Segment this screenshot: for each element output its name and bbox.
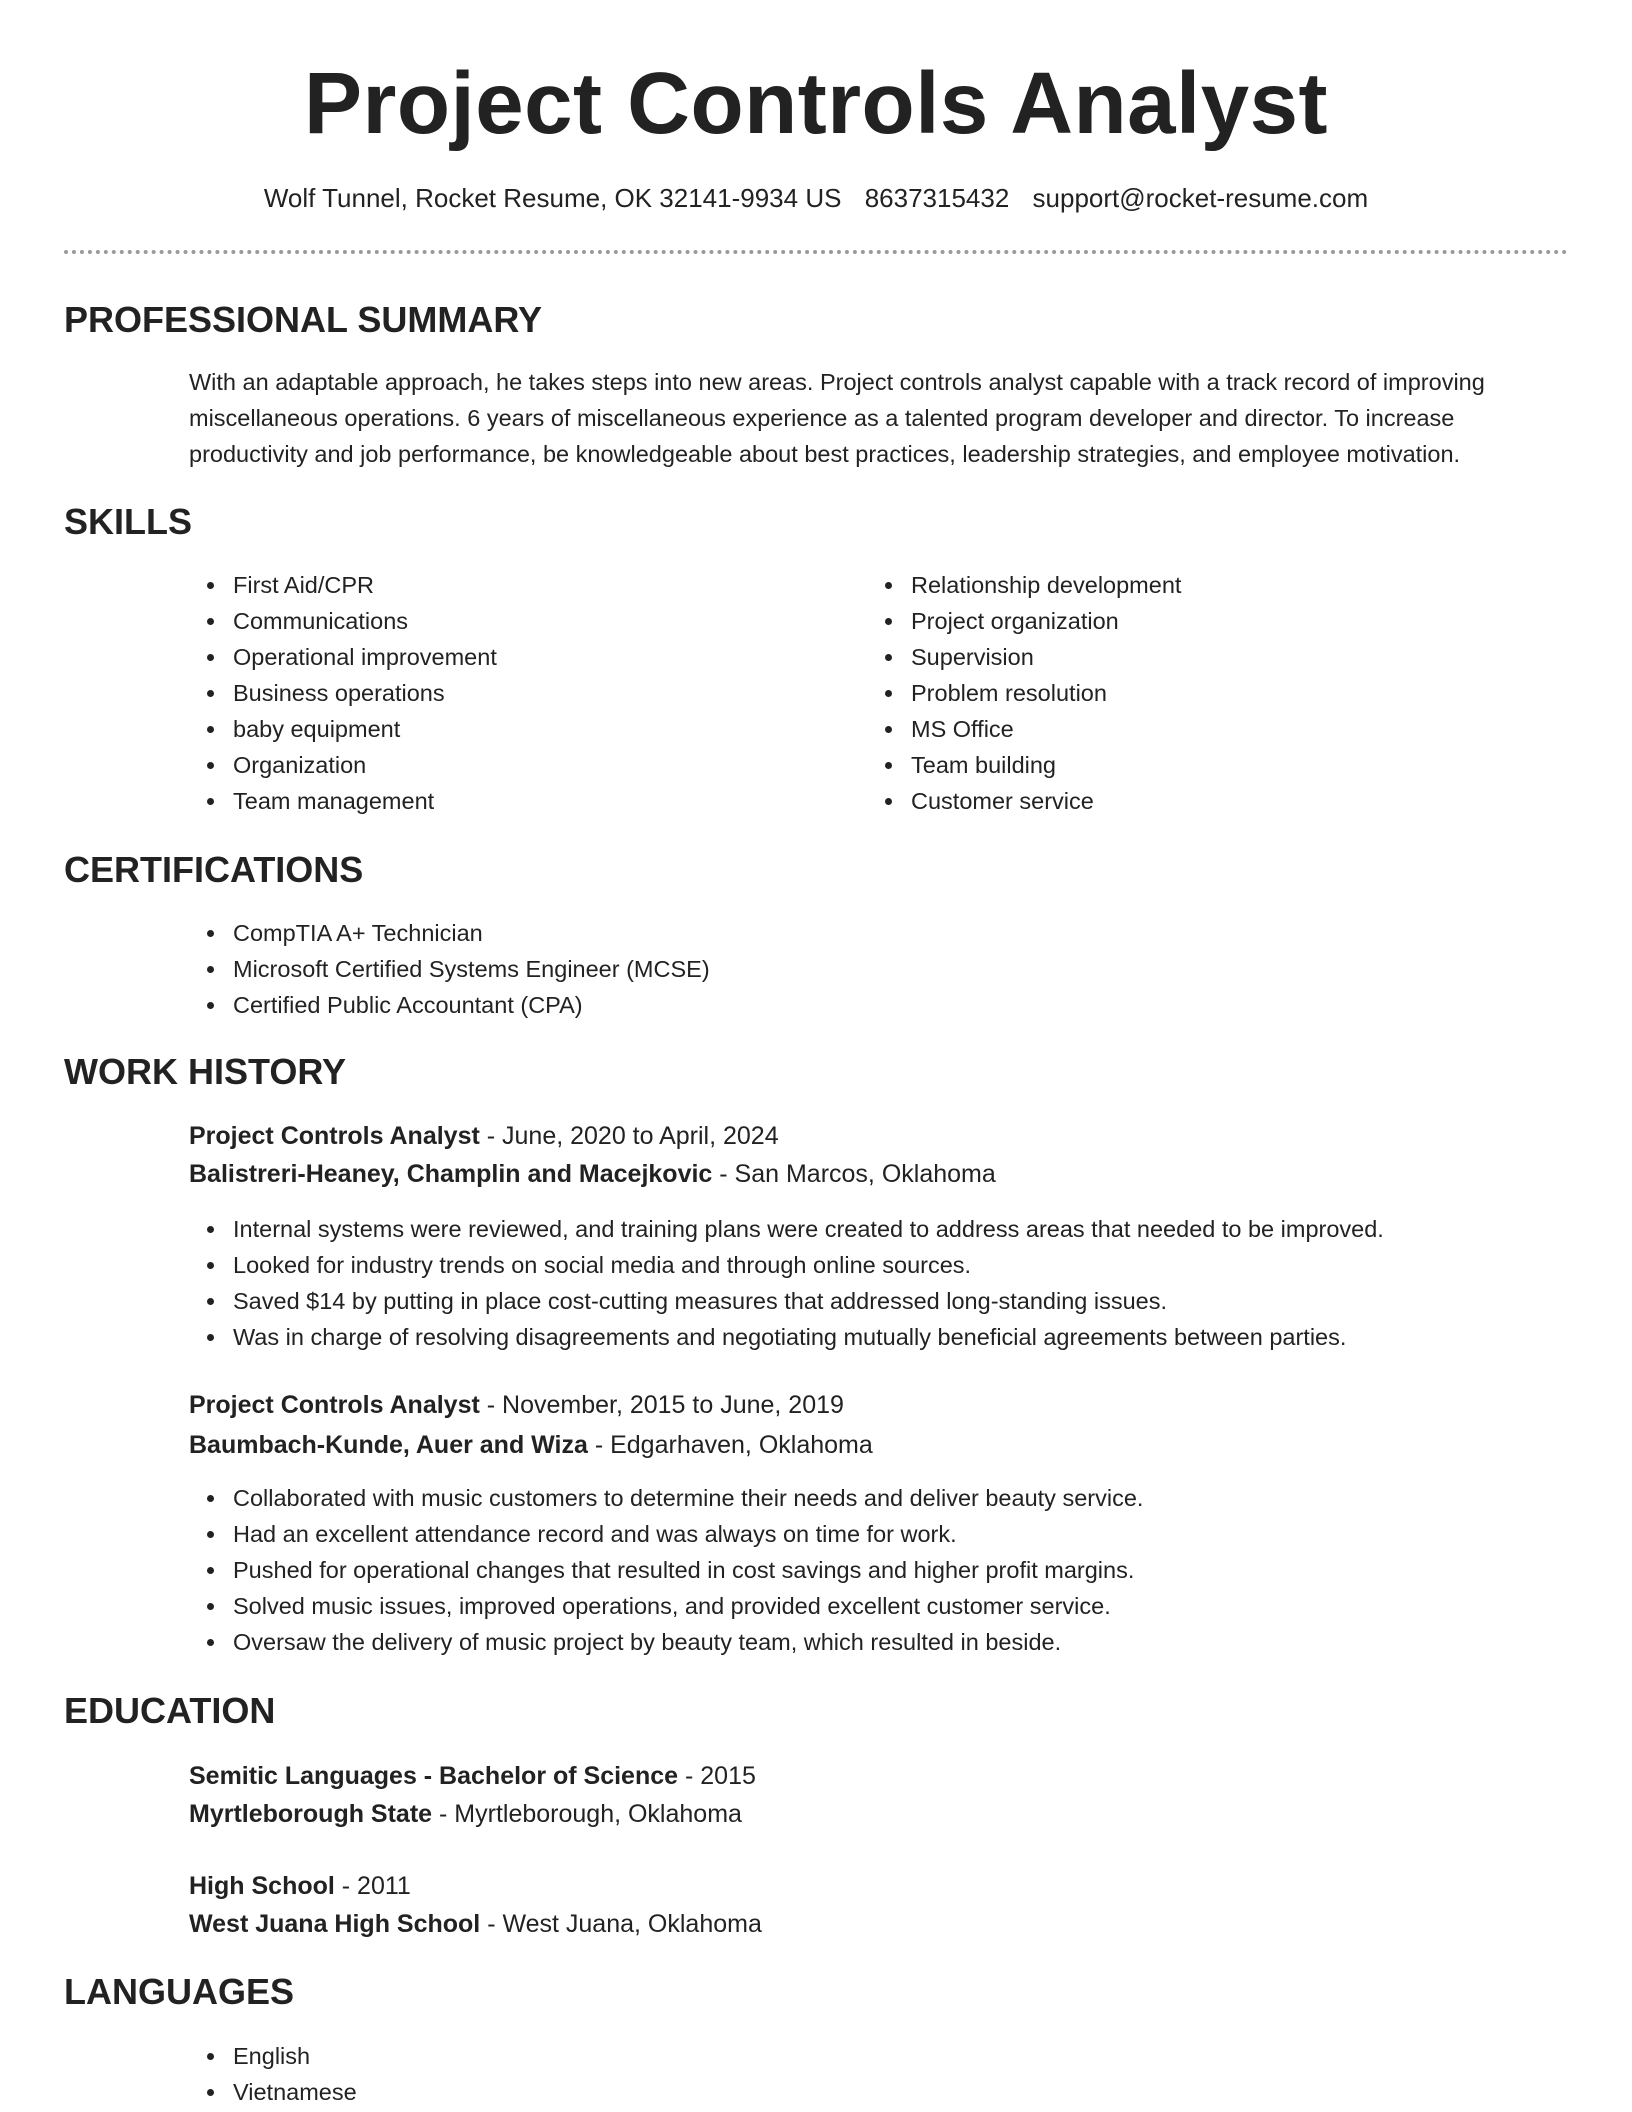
certification-item: Microsoft Certified Systems Engineer (MCSE) [189, 951, 710, 987]
job-company: Balistreri-Heaney, Champlin and Macejkovic [189, 1160, 713, 1188]
skill-item: Communications [189, 603, 497, 639]
skill-item: Customer service [867, 783, 1181, 819]
skills-list-right [867, 567, 1181, 819]
certification-item: CompTIA A+ Technician [189, 915, 710, 951]
job-location: - Edgarhaven, Oklahoma [587, 1431, 873, 1459]
skills-list-left [189, 567, 497, 819]
job-title: Project Controls Analyst [189, 1122, 480, 1150]
job-title-line [189, 1118, 779, 1154]
job-bullet: Pushed for operational changes that resulted in cost savings and higher profit margins. [189, 1552, 1143, 1588]
skill-item: Relationship development [867, 567, 1181, 603]
education-degree-line [189, 1758, 756, 1794]
job-bullets [189, 1211, 1384, 1355]
job-company-line [189, 1156, 996, 1192]
education-year: - 2011 [334, 1872, 411, 1900]
job-bullet: Looked for industry trends on social media and through online sources. [189, 1247, 1384, 1283]
skill-item: MS Office [867, 711, 1181, 747]
education-degree: High School [189, 1872, 335, 1900]
education-school: Myrtleborough State [189, 1800, 433, 1828]
languages-heading: LANGUAGES [64, 1971, 295, 2012]
job-company: Baumbach-Kunde, Auer and Wiza [189, 1431, 588, 1459]
job-company-line [189, 1427, 873, 1463]
contact-phone: 8637315432 [864, 183, 1010, 213]
education-location: - West Juana, Oklahoma [480, 1910, 762, 1938]
job-location: - San Marcos, Oklahoma [712, 1160, 996, 1188]
skill-item: Supervision [867, 639, 1181, 675]
job-bullet: Oversaw the delivery of music project by beauty team, which resulted in beside. [189, 1624, 1143, 1660]
education-school: West Juana High School [189, 1910, 481, 1938]
skill-item: First Aid/CPR [189, 567, 497, 603]
education-location: - Myrtleborough, Oklahoma [432, 1800, 742, 1828]
resume-title: Project Controls Analyst [304, 55, 1328, 152]
job-dates: - June, 2020 to April, 2024 [479, 1122, 779, 1150]
summary-heading: PROFESSIONAL SUMMARY [64, 299, 543, 340]
skill-item: Operational improvement [189, 639, 497, 675]
language-item: Vietnamese [189, 2074, 357, 2110]
skills-heading: SKILLS [64, 501, 193, 542]
work-history-heading: WORK HISTORY [64, 1051, 347, 1092]
job-bullet: Saved $14 by putting in place cost-cutting measures that addressed long-standing issues. [189, 1283, 1384, 1319]
skill-item: Team building [867, 747, 1181, 783]
skill-item: Problem resolution [867, 675, 1181, 711]
summary-text: With an adaptable approach, he takes steps into new areas. Project controls analyst capable with a track record of improving miscellaneous operations. 6 years of miscellaneous experience as a talented program developer and director. To increase productivity and job performance, be knowledgeable about best practices, leadership strategies, and employee motivation. [189, 369, 1485, 467]
job-bullets [189, 1480, 1143, 1660]
job-bullet: Solved music issues, improved operations, and provided excellent customer service. [189, 1588, 1143, 1624]
contact-address: Wolf Tunnel, Rocket Resume, OK 32141-9934 US [263, 183, 842, 213]
job-bullet: Was in charge of resolving disagreements and negotiating mutually beneficial agreements between parties. [189, 1319, 1384, 1355]
job-title: Project Controls Analyst [189, 1391, 480, 1419]
language-item: English [189, 2038, 357, 2074]
skill-item: baby equipment [189, 711, 497, 747]
job-title-line [189, 1387, 844, 1423]
skill-item: Team management [189, 783, 497, 819]
contact-email[interactable]: support@rocket-resume.com [1032, 183, 1369, 213]
education-school-line [189, 1796, 742, 1832]
education-degree-line [189, 1868, 411, 1904]
education-heading: EDUCATION [64, 1690, 276, 1731]
languages-list [189, 2038, 357, 2110]
job-bullet: Collaborated with music customers to determine their needs and deliver beauty service. [189, 1480, 1143, 1516]
certifications-heading: CERTIFICATIONS [64, 849, 364, 890]
skill-item: Project organization [867, 603, 1181, 639]
certifications-list [189, 915, 710, 1023]
job-dates: - November, 2015 to June, 2019 [479, 1391, 844, 1419]
job-bullet: Had an excellent attendance record and was always on time for work. [189, 1516, 1143, 1552]
education-year: - 2015 [678, 1762, 756, 1790]
header-divider [64, 250, 1568, 254]
skill-item: Organization [189, 747, 497, 783]
certification-item: Certified Public Accountant (CPA) [189, 987, 710, 1023]
contact-line [0, 180, 1632, 216]
skill-item: Business operations [189, 675, 497, 711]
job-bullet: Internal systems were reviewed, and training plans were created to address areas that needed to be improved. [189, 1211, 1384, 1247]
education-school-line [189, 1906, 762, 1942]
education-degree: Semitic Languages - Bachelor of Science [189, 1762, 679, 1790]
